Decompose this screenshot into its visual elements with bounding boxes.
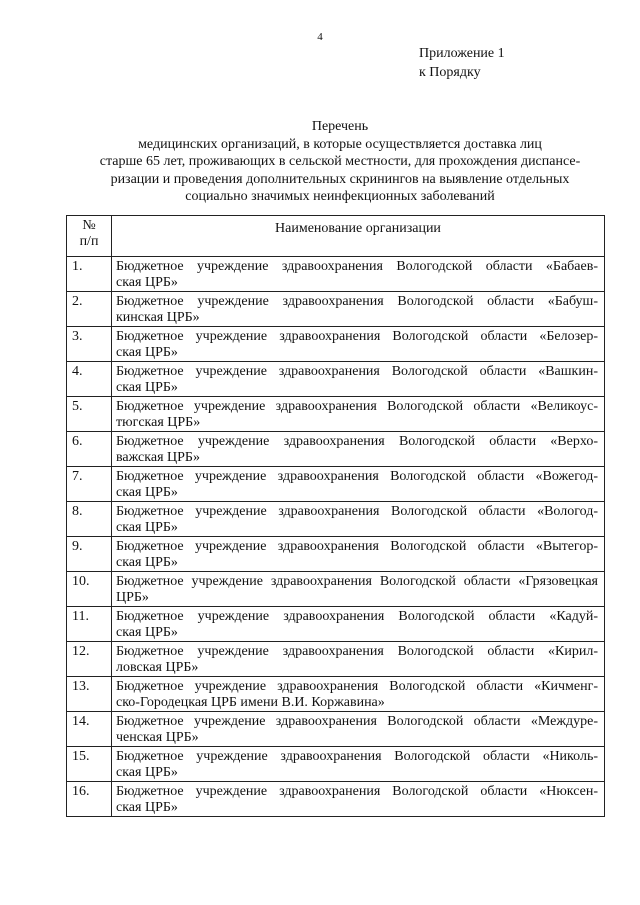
header-name-cell: Наименование организации (112, 216, 605, 257)
row-number: 3. (67, 327, 112, 362)
organization-name-line-1: Бюджетное учреждение здравоохранения Вологодской области «Бабуш- (116, 294, 598, 309)
appendix-reference (419, 44, 505, 82)
organization-name-line-1: Бюджетное учреждение здравоохранения Вологодской области «Грязовецкая (116, 574, 598, 589)
organization-name (112, 502, 605, 537)
row-number: 8. (67, 502, 112, 537)
organization-name-line-1: Бюджетное учреждение здравоохранения Вологодской области «Кадуй- (116, 609, 598, 624)
table-row (67, 537, 605, 572)
organization-name-line-1: Бюджетное учреждение здравоохранения Вологодской области «Верхо- (116, 434, 598, 449)
organization-name-line-2: кинская ЦРБ» (116, 310, 200, 325)
header-number-symbol: № (82, 218, 96, 233)
organization-name-line-2: ско-Городецкая ЦРБ имени В.И. Коржавина» (116, 695, 385, 710)
organization-name (112, 712, 605, 747)
title-line-2: медицинских организаций, в которые осуществляется доставка лиц (138, 136, 542, 152)
organization-name-line-1: Бюджетное учреждение здравоохранения Вологодской области «Бабаев- (116, 259, 598, 274)
organization-name-line-1: Бюджетное учреждение здравоохранения Вологодской области «Вытегор- (116, 539, 598, 554)
organization-name (112, 572, 605, 607)
title-line-1: Перечень (311, 119, 369, 134)
organization-name-line-1: Бюджетное учреждение здравоохранения Вологодской области «Великоус- (116, 399, 598, 414)
row-number: 4. (67, 362, 112, 397)
organization-name-line-1: Бюджетное учреждение здравоохранения Вологодской области «Николь- (116, 749, 598, 764)
table-row (67, 712, 605, 747)
organization-name-line-1: Бюджетное учреждение здравоохранения Вологодской области «Междуре- (116, 714, 598, 729)
table-row (67, 292, 605, 327)
organization-name-line-2: ская ЦРБ» (116, 485, 178, 500)
row-number: 15. (67, 747, 112, 782)
row-number: 7. (67, 467, 112, 502)
organization-name (112, 292, 605, 327)
organization-name (112, 642, 605, 677)
table-row (67, 327, 605, 362)
appendix-line-1: Приложение 1 (419, 46, 505, 61)
organization-name-line-2: ская ЦРБ» (116, 555, 178, 570)
organization-name (112, 537, 605, 572)
organization-name (112, 327, 605, 362)
appendix-line-2: к Порядку (419, 65, 481, 80)
table-row (67, 432, 605, 467)
table-row (67, 607, 605, 642)
organization-name-line-1: Бюджетное учреждение здравоохранения Вологодской области «Вологод- (116, 504, 598, 519)
organization-name-line-1: Бюджетное учреждение здравоохранения Вологодской области «Нюксен- (116, 784, 598, 799)
organization-name (112, 397, 605, 432)
row-number: 1. (67, 257, 112, 292)
organization-name-line-2: ская ЦРБ» (116, 380, 178, 395)
table-row (67, 397, 605, 432)
row-number: 2. (67, 292, 112, 327)
organization-name (112, 467, 605, 502)
table-row (67, 467, 605, 502)
organization-name (112, 432, 605, 467)
row-number: 6. (67, 432, 112, 467)
organization-name-line-2: ская ЦРБ» (116, 345, 178, 360)
row-number: 11. (67, 607, 112, 642)
row-number: 9. (67, 537, 112, 572)
title-line-5: социально значимых неинфекционных заболеваний (185, 189, 495, 204)
title-line-3: старше 65 лет, проживающих в сельской местности, для прохождения диспансе- (99, 154, 581, 169)
organization-name-line-2: важская ЦРБ» (116, 450, 200, 465)
organization-name-line-1: Бюджетное учреждение здравоохранения Вологодской области «Вашкин- (116, 364, 598, 379)
table-body (67, 257, 605, 817)
table-row (67, 642, 605, 677)
table-row (67, 677, 605, 712)
organization-name (112, 607, 605, 642)
table-header-row (67, 216, 605, 257)
row-number: 14. (67, 712, 112, 747)
organizations-table (66, 215, 605, 817)
organization-name-line-2: ЦРБ» (116, 590, 149, 605)
organization-name (112, 677, 605, 712)
organization-name-line-2: ская ЦРБ» (116, 765, 178, 780)
row-number: 5. (67, 397, 112, 432)
organization-name (112, 782, 605, 817)
row-number: 16. (67, 782, 112, 817)
document-title (40, 118, 640, 206)
table-row (67, 257, 605, 292)
row-number: 13. (67, 677, 112, 712)
organization-name-line-1: Бюджетное учреждение здравоохранения Вологодской области «Вожегод- (116, 469, 598, 484)
header-number-cell (67, 216, 112, 257)
organization-name-line-2: тюгская ЦРБ» (116, 415, 201, 430)
table-row (67, 502, 605, 537)
table-row (67, 747, 605, 782)
organization-name-line-2: ская ЦРБ» (116, 520, 178, 535)
organization-name-line-2: ская ЦРБ» (116, 800, 178, 815)
title-line-4: ризации и проведения дополнительных скринингов на выявление отдельных (110, 171, 570, 187)
table-row (67, 572, 605, 607)
table-row (67, 362, 605, 397)
organization-name-line-1: Бюджетное учреждение здравоохранения Вологодской области «Кирил- (116, 644, 598, 659)
organization-name-line-2: ченская ЦРБ» (116, 730, 199, 745)
organization-name-line-2: ская ЦРБ» (116, 625, 178, 640)
organization-name-line-2: ловская ЦРБ» (116, 660, 199, 675)
organization-name-line-1: Бюджетное учреждение здравоохранения Вологодской области «Белозер- (116, 329, 598, 344)
organization-name (112, 257, 605, 292)
organization-name (112, 747, 605, 782)
row-number: 10. (67, 572, 112, 607)
page-number: 4 (317, 31, 323, 43)
table-row (67, 782, 605, 817)
organization-name (112, 362, 605, 397)
organization-name-line-2: ская ЦРБ» (116, 275, 178, 290)
header-number-abbr: п/п (79, 234, 99, 249)
row-number: 12. (67, 642, 112, 677)
organization-name-line-1: Бюджетное учреждение здравоохранения Вологодской области «Кичменг- (116, 679, 598, 694)
